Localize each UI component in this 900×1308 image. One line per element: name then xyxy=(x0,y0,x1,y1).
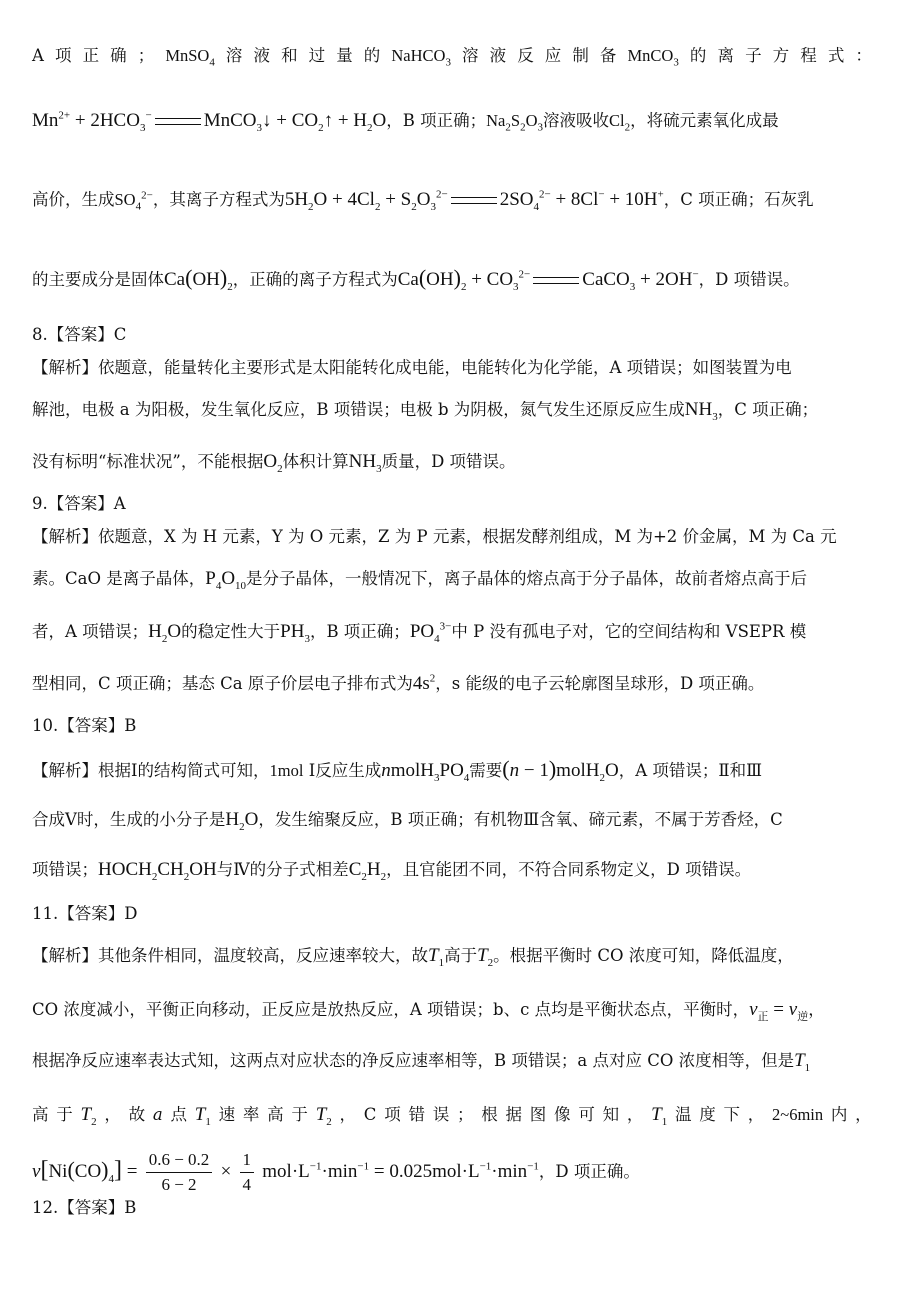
q10-line-3: 项错误；$HOCH_2CH_2OH$与Ⅳ的分子式相差$C_2H_2$，且官能团不同，不符合同系物定义，D 项错误。 xyxy=(32,859,752,883)
q11-line-1: 【解析】其他条件相同，温度较高，反应速率较大，故$T_1$高于$T_2$。根据平衡时 CO 浓度可知，降低温度， xyxy=(32,945,794,969)
equation-lime: $Ca(OH)_2 + CO_3^{2-}$ CaCO$_3$ + 2OH− xyxy=(397,265,699,293)
q9-line-4: 型相同，C 项正确；基态 Ca 原子价层电子排布式为$4s^2$，s 能级的电子云轮廓图呈球形，D 项正确。 xyxy=(32,672,765,694)
q9-line-3: 者，A 项错误；$H_2O$的稳定性大于$PH_3$，B 项正确；$PO_4^{3-}$中 P 没有孤电子对，它的空间结构和 VSEPR 模 xyxy=(32,620,807,645)
q8-line-1: 【解析】依题意，能量转化主要形式是太阳能转化成电能，电能转化为化学能，A 项错误；如图装置为电 xyxy=(32,358,792,377)
q8-line-3: 没有标明“标准状况”，不能根据$O_2$体积计算$NH_3$质量，D 项错误。 xyxy=(32,451,516,475)
q9-line-2: 素。CaO 是离子晶体，$P_4O_{10}$是分子晶体，一般情况下，离子晶体的熔点高于分子晶体，故前者熔点高于后 xyxy=(32,568,808,592)
q8-line-2: 解池，电极 a 为阳极，发生氧化反应，B 项错误；电极 b 为阴极，氮气发生还原反应生成$NH_3$，C 项正确； xyxy=(32,399,819,423)
q11-line-3: 根据净反应速率表达式知，这两点对应状态的净反应速率相等，B 项错误；a 点对应 CO 浓度相等，但是$T_1$ xyxy=(32,1050,811,1074)
q10-line-1: 【解析】根据Ⅰ的结构简式可知，1mol Ⅰ反应生成$nmolH_3PO_4$需要(n − 1)molH$_2$O，A 项错误；Ⅱ和Ⅲ xyxy=(32,756,762,784)
q7-line-1: A 项 正 确 ； MnSO$_4$ 溶 液 和 过 量 的 NaHCO$_3$ 溶 液 反 应 制 备 MnCO$_3$ 的 离 子 方 程 式 ： xyxy=(32,46,872,69)
q9-answer: 9.【答案】A xyxy=(32,494,126,513)
equation-mn: $Mn^{2+} + 2HCO_3^-$ MnCO$_3$↓ + $CO_2↑ + H_2O$ xyxy=(32,109,387,134)
q10-answer: 10.【答案】B xyxy=(32,716,137,735)
fraction-concentration: $\frac{0.6 - 0.2}{6 - 2}$ xyxy=(146,1150,213,1195)
q11-line-4: 高 于 $T_2$ ， 故 a 点 $T_1$ 速 率 高 于 $T_2$ ， C 项 错 误 ； 根 据 图 像 可 知 ， $T_1$ 温 度 下 ， 2~6min 内 ， xyxy=(32,1104,872,1128)
q11-line-2: CO 浓度减小，平衡正向移动，正反应是放热反应，A 项错误；b、c 点均是平衡状态点，平衡时，$v_正 = v_逆$， xyxy=(32,999,825,1023)
q9-line-1: 【解析】依题意，X 为 H 元素，Y 为 O 元素，Z 为 P 元素，根据发酵剂组成，M 为+2 价金属，M 为 Ca 元 xyxy=(32,527,837,546)
fraction-coefficient: $\frac{1}{4}$ xyxy=(240,1150,255,1195)
equation-thiosulfate: $5H_2O + 4Cl_2 + S_2O_3^{2-}$ $2SO_4^{2-} + 8Cl^- + 10H^+$ xyxy=(284,188,664,213)
q8-answer: 8.【答案】C xyxy=(32,325,127,344)
q10-line-2: 合成Ⅴ时，生成的小分子是$H_2O$，发生缩聚反应，B 项正确；有机物Ⅲ含氧、碲元素，不属于芳香烃，C xyxy=(32,809,783,833)
rate-rhs: $mol\cdot L^{-1}\cdot\min^{-1} = 0.025mol\cdot L^{-1}\cdot\min^{-1}$ xyxy=(262,1160,539,1182)
q7-line-2: $Mn^{2+} + 2HCO_3^-$ MnCO$_3$↓ + $CO_2↑ + H_2O$，B 项正确；$Na_2S_2O_3$溶液吸收$Cl_2$，将硫元素氧化成最 xyxy=(32,109,779,134)
q11-line-5: $v[Ni(CO)_4]$ = $\frac{0.6 - 0.2}{6 - 2}$ × $\frac{1}{4}$ $mol\cdot L^{-1}\cdot\min^{-1} = 0.025mol\cdot L^{-1}\cdot\min^{-1}$，D 项正确。 xyxy=(32,1150,640,1194)
q11-answer: 11.【答案】D xyxy=(32,904,138,923)
rate-lhs: $v[Ni(CO)_4]$ = xyxy=(32,1157,138,1185)
q7-line-4: 的主要成分是固体$Ca(OH)_2$，正确的离子方程式为$Ca(OH)_2 + CO_3^{2-}$ CaCO$_3$ + 2OH−，D 项错误。 xyxy=(32,265,800,293)
q12-answer: 12.【答案】B xyxy=(32,1198,137,1217)
q7-line-3: 高价，生成$SO_4^{2-}$，其离子方程式为$5H_2O + 4Cl_2 + S_2O_3^{2-}$ $2SO_4^{2-} + 8Cl^- + 10H^+$，C 项正确；石灰乳 xyxy=(32,188,814,213)
